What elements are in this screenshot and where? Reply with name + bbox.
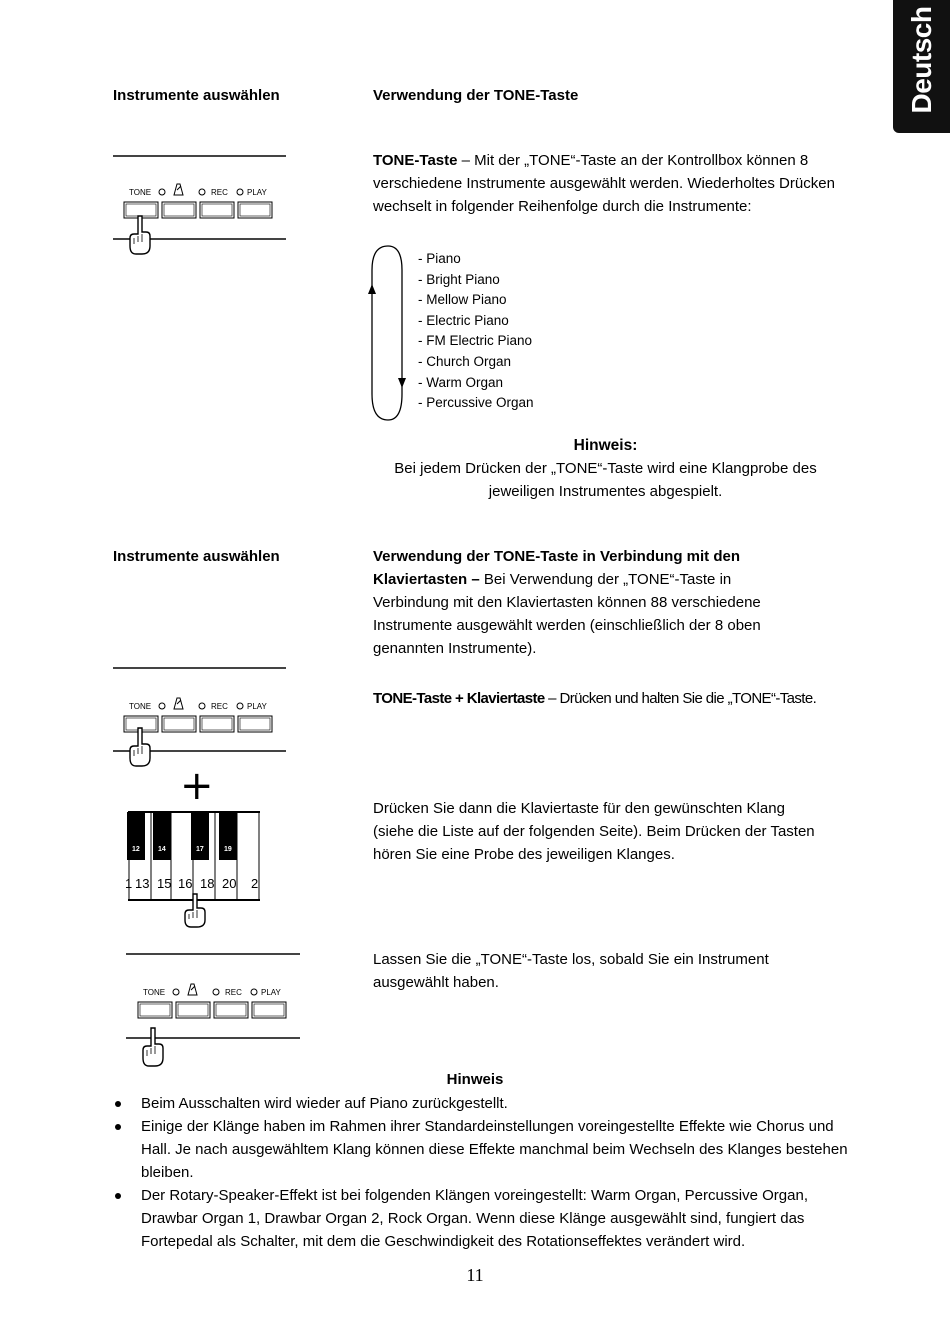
black-key-number: 14 bbox=[158, 846, 166, 853]
metronome-button-graphic bbox=[162, 716, 196, 732]
released-finger-icon bbox=[143, 1028, 163, 1066]
bullet-icon bbox=[115, 1101, 121, 1107]
play-led-icon bbox=[237, 703, 243, 709]
keyboard-illustration bbox=[125, 810, 265, 930]
step1-description: – Drücken und halten Sie die „TONE“-Taste. bbox=[544, 690, 817, 707]
rec-led-icon bbox=[199, 703, 205, 709]
play-button-graphic bbox=[238, 202, 272, 218]
section1-note-line2: jeweiligen Instrumentes abgespielt. bbox=[488, 483, 723, 500]
instrument-item: - Piano bbox=[418, 251, 461, 266]
panel-play-label: PLAY bbox=[247, 702, 267, 711]
control-panel-illustration-2 bbox=[110, 662, 290, 772]
instrument-item: - FM Electric Piano bbox=[418, 333, 533, 349]
white-key-number: 20 bbox=[222, 876, 237, 891]
section1-paragraph bbox=[373, 149, 843, 218]
panel-play-label: PLAY bbox=[261, 988, 281, 997]
instrument-item: - Bright Piano bbox=[418, 271, 500, 287]
tone-button-graphic bbox=[138, 1002, 172, 1018]
metronome-button-graphic bbox=[162, 202, 196, 218]
note-item-text: Der Rotary-Speaker-Effekt ist bei folgenden Klängen voreingestellt: Warm Organ, Percussive Organ, Drawbar Organ 1, Drawbar Organ 2, Rock Organ. Wenn diese Klänge ausgewählt sind, fungiert das Fortepedal als Schalter, mit dem die Geschwindigkeit des Rotationseffektes verändert wird. bbox=[141, 1187, 808, 1250]
rec-led-icon bbox=[213, 989, 219, 995]
white-key-number: 15 bbox=[157, 876, 172, 891]
panel-play-label: PLAY bbox=[247, 188, 267, 197]
section1-left-heading: Instrumente auswählen bbox=[113, 87, 280, 104]
metronome-icon bbox=[174, 184, 183, 195]
rec-button-graphic bbox=[200, 202, 234, 218]
metronome-button-graphic bbox=[176, 1002, 210, 1018]
note-item bbox=[127, 1115, 862, 1184]
tone-led-icon bbox=[159, 189, 165, 195]
step1-term: TONE-Taste + Klaviertaste bbox=[373, 690, 545, 707]
language-tab-label: Deutsch bbox=[905, 6, 937, 114]
instrument-item: - Church Organ bbox=[418, 353, 512, 369]
black-key-number: 17 bbox=[196, 846, 204, 853]
white-key-number: 1 bbox=[125, 876, 133, 891]
play-button-graphic bbox=[252, 1002, 286, 1018]
pressing-finger-icon bbox=[130, 728, 150, 766]
step1-text bbox=[373, 688, 816, 710]
instrument-item: - Electric Piano bbox=[418, 312, 509, 328]
black-key-number: 19 bbox=[224, 846, 232, 853]
pressing-finger-icon bbox=[185, 894, 205, 927]
rec-led-icon bbox=[199, 189, 205, 195]
panel-rec-label: REC bbox=[211, 702, 228, 711]
note-item bbox=[127, 1092, 862, 1115]
play-button-graphic bbox=[238, 716, 272, 732]
black-key-number: 12 bbox=[132, 846, 140, 853]
metronome-icon bbox=[188, 984, 197, 995]
note-item-text: Einige der Klänge haben im Rahmen ihrer Standardeinstellungen voreingestellte Effekte wie Chorus und Hall. Je nach ausgewähltem Klang können diese Effekte manchmal beim Wechseln des Klanges bestehen bleiben. bbox=[141, 1118, 848, 1181]
metronome-icon bbox=[174, 698, 183, 709]
rec-button-graphic bbox=[214, 1002, 248, 1018]
white-key-number: 2 bbox=[251, 876, 259, 891]
panel-tone-label: TONE bbox=[129, 702, 152, 711]
notes-list bbox=[113, 1092, 862, 1253]
note-item-text: Beim Ausschalten wird wieder auf Piano zurückgestellt. bbox=[141, 1095, 508, 1112]
white-key-number: 18 bbox=[200, 876, 215, 891]
bullet-icon bbox=[115, 1124, 121, 1130]
section2-paragraph-text: Bei Verwendung der „TONE“-Taste in Verbindung mit den Klaviertasten können 88 verschiedene Instrumente ausgewählt werden (einschließlich der 8 oben genannten Instrumente). bbox=[373, 571, 761, 657]
section1-right-heading: Verwendung der TONE-Taste bbox=[373, 87, 579, 104]
tone-led-icon bbox=[173, 989, 179, 995]
panel-rec-label: REC bbox=[211, 188, 228, 197]
section1-note-line1: Bei jedem Drücken der „TONE“-Taste wird eine Klangprobe des bbox=[394, 460, 817, 477]
note-item bbox=[127, 1184, 862, 1253]
play-led-icon bbox=[237, 189, 243, 195]
instrument-item: - Percussive Organ bbox=[418, 395, 534, 411]
section2-heading-part2: Klaviertasten – bbox=[373, 571, 480, 588]
control-panel-illustration-1 bbox=[110, 150, 290, 260]
cycle-arrow-icon bbox=[368, 244, 412, 422]
control-panel-illustration-3 bbox=[110, 948, 305, 1078]
section2-left-heading: Instrumente auswählen bbox=[113, 548, 280, 565]
section2-heading-part1: Verwendung der TONE-Taste in Verbindung mit den bbox=[373, 548, 740, 565]
play-led-icon bbox=[251, 989, 257, 995]
instrument-list bbox=[418, 249, 534, 414]
plus-sign: + bbox=[180, 763, 214, 809]
instrument-item: - Mellow Piano bbox=[418, 292, 507, 308]
pressing-finger-icon bbox=[130, 216, 150, 254]
panel-tone-label: TONE bbox=[129, 188, 152, 197]
section2-paragraph bbox=[373, 545, 803, 660]
language-tab bbox=[893, 0, 950, 133]
section1-paragraph-text: – Mit der „TONE“-Taste an der Kontrollbox können 8 verschiedene Instrumente ausgewählt werden. Wiederholtes Drücken wechselt in folgender Reihenfolge durch die Instrumente: bbox=[373, 152, 835, 215]
white-key-number: 16 bbox=[178, 876, 193, 891]
instrument-item: - Warm Organ bbox=[418, 374, 504, 390]
section1-note bbox=[368, 434, 843, 503]
page-number: 11 bbox=[466, 1265, 484, 1285]
step3-text: Lassen Sie die „TONE“-Taste los, sobald Sie ein Instrument ausgewählt haben. bbox=[373, 951, 769, 991]
bullet-icon bbox=[115, 1193, 121, 1199]
panel-tone-label: TONE bbox=[143, 988, 166, 997]
rec-button-graphic bbox=[200, 716, 234, 732]
section1-note-title: Hinweis: bbox=[573, 437, 638, 454]
notes-title: Hinweis bbox=[446, 1071, 504, 1088]
tone-taste-term: TONE-Taste bbox=[373, 152, 458, 169]
step2-text: Drücken Sie dann die Klaviertaste für den gewünschten Klang (siehe die Liste auf der folgenden Seite). Beim Drücken der Tasten hören Sie eine Probe des jeweiligen Klanges. bbox=[373, 800, 815, 863]
white-key-number: 13 bbox=[135, 876, 150, 891]
panel-rec-label: REC bbox=[225, 988, 242, 997]
tone-led-icon bbox=[159, 703, 165, 709]
